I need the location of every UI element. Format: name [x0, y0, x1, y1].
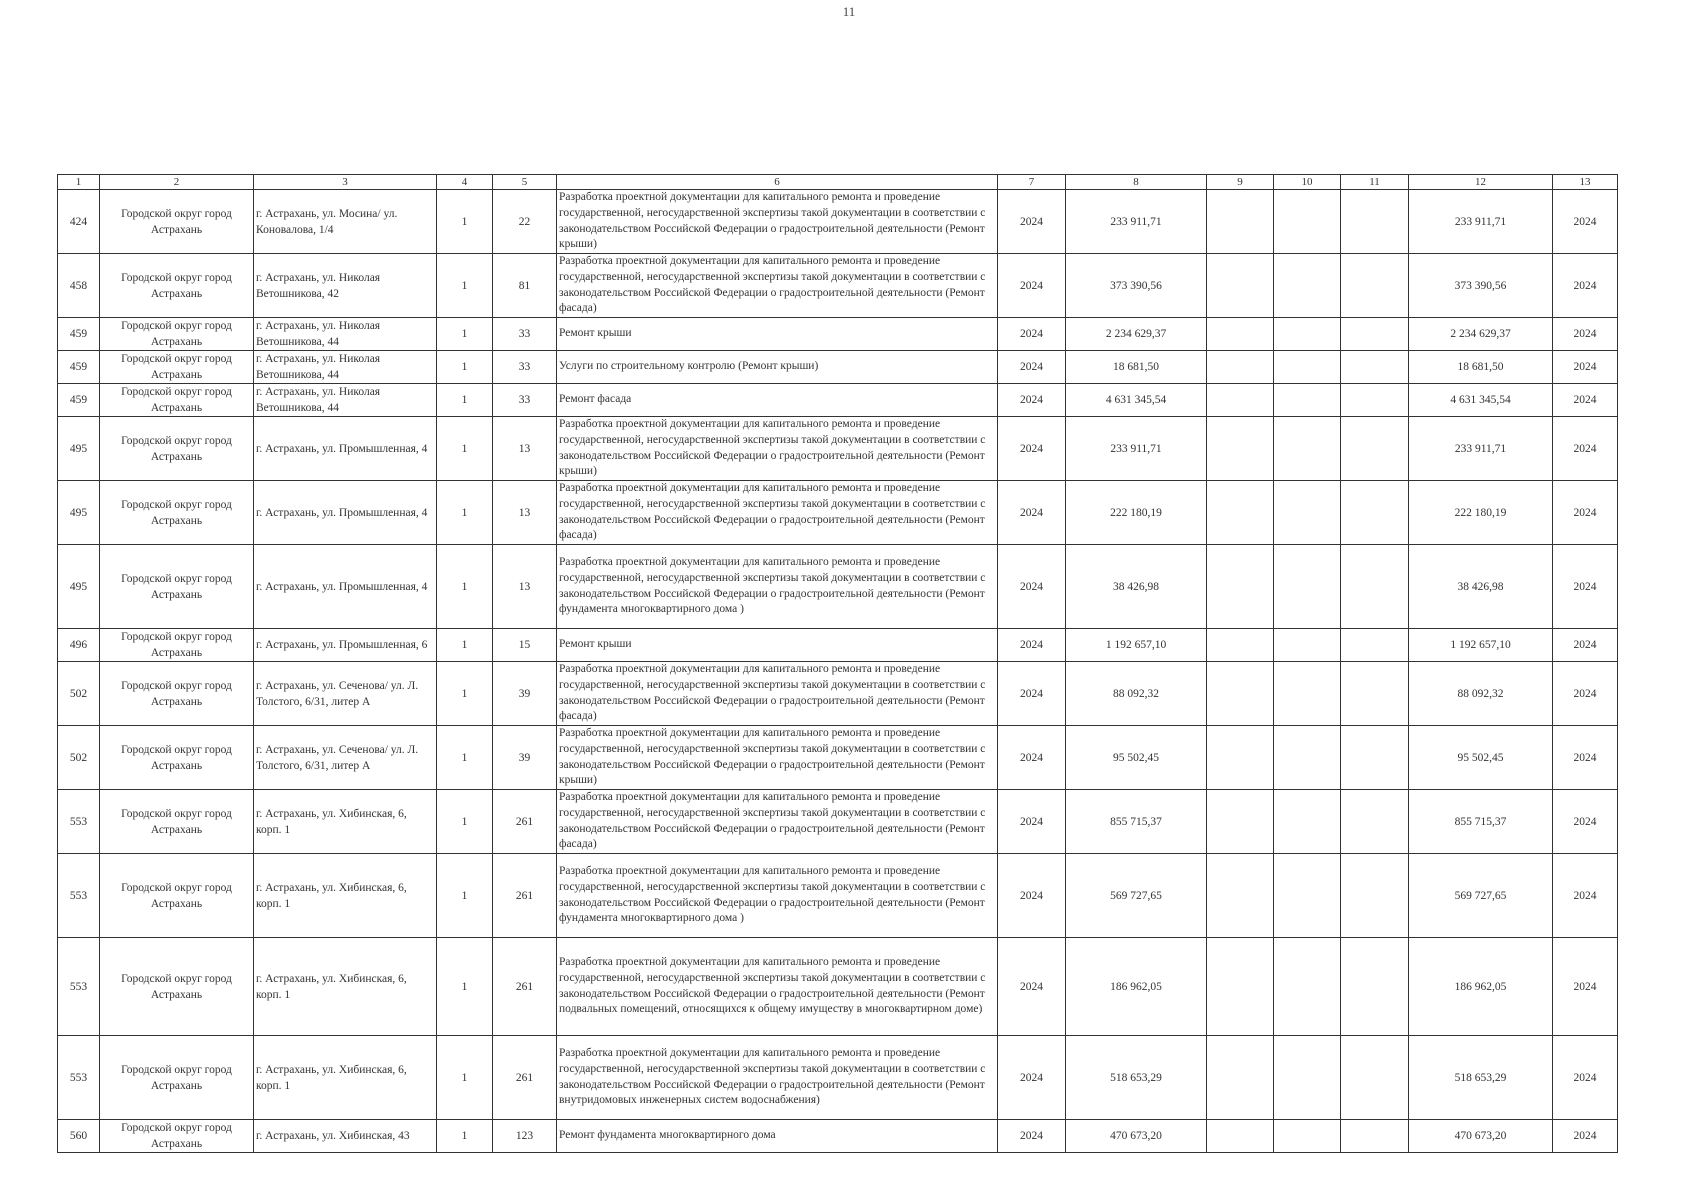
- col12-cost-cell: 88 092,32: [1409, 662, 1553, 726]
- year-cell: 2024: [998, 790, 1066, 854]
- year-cell: 2024: [998, 318, 1066, 351]
- header-row: [58, 175, 1618, 190]
- col12-cost-cell: 2 234 629,37: [1409, 318, 1553, 351]
- row-number-cell: 495: [58, 545, 100, 629]
- col4-cell: 1: [437, 854, 493, 938]
- col9-cell: [1207, 351, 1274, 384]
- address-cell: г. Астрахань, ул. Промышленная, 4: [254, 417, 437, 481]
- col10-cell: [1274, 417, 1341, 481]
- col4-cell: 1: [437, 384, 493, 417]
- address-cell: г. Астрахань, ул. Хибинская, 6, корп. 1: [254, 938, 437, 1036]
- municipality-cell: Городской округ город Астрахань: [100, 662, 254, 726]
- col11-cell: [1341, 351, 1409, 384]
- work-type-cell: Разработка проектной документации для капитального ремонта и проведение государственной, негосударственной экспертизы такой документации в соответствии с законодательством Российской Федерации о градостроительной деятельности (Ремонт фасада): [557, 254, 998, 318]
- col4-cell: 1: [437, 726, 493, 790]
- column-number-header: 11: [1341, 175, 1409, 190]
- col11-cell: [1341, 629, 1409, 662]
- col11-cell: [1341, 545, 1409, 629]
- table-row: [58, 790, 1618, 854]
- work-type-cell: Разработка проектной документации для капитального ремонта и проведение государственной, негосударственной экспертизы такой документации в соответствии с законодательством Российской Федерации о градостроительной деятельности (Ремонт фундамента многоквартирного дома ): [557, 545, 998, 629]
- col5-cell: 261: [493, 854, 557, 938]
- col9-cell: [1207, 417, 1274, 481]
- address-cell: г. Астрахань, ул. Николая Ветошникова, 44: [254, 318, 437, 351]
- total-cost-cell: 4 631 345,54: [1066, 384, 1207, 417]
- col4-cell: 1: [437, 790, 493, 854]
- col4-cell: 1: [437, 417, 493, 481]
- col13-year-cell: 2024: [1553, 481, 1618, 545]
- col4-cell: 1: [437, 481, 493, 545]
- col12-cost-cell: 1 192 657,10: [1409, 629, 1553, 662]
- total-cost-cell: 1 192 657,10: [1066, 629, 1207, 662]
- table-row: [58, 726, 1618, 790]
- table-row: [58, 938, 1618, 1036]
- address-cell: г. Астрахань, ул. Мосина/ ул. Коновалова, 1/4: [254, 190, 437, 254]
- col10-cell: [1274, 629, 1341, 662]
- col5-cell: 33: [493, 318, 557, 351]
- col9-cell: [1207, 1120, 1274, 1153]
- work-type-cell: Ремонт фасада: [557, 384, 998, 417]
- col5-cell: 39: [493, 662, 557, 726]
- col12-cost-cell: 38 426,98: [1409, 545, 1553, 629]
- row-number-cell: 502: [58, 726, 100, 790]
- col9-cell: [1207, 190, 1274, 254]
- row-number-cell: 553: [58, 938, 100, 1036]
- municipality-cell: Городской округ город Астрахань: [100, 938, 254, 1036]
- col4-cell: 1: [437, 662, 493, 726]
- table-row: [58, 190, 1618, 254]
- col11-cell: [1341, 254, 1409, 318]
- municipality-cell: Городской округ город Астрахань: [100, 384, 254, 417]
- address-cell: г. Астрахань, ул. Промышленная, 6: [254, 629, 437, 662]
- work-type-cell: Разработка проектной документации для капитального ремонта и проведение государственной, негосударственной экспертизы такой документации в соответствии с законодательством Российской Федерации о градостроительной деятельности (Ремонт фундамента многоквартирного дома ): [557, 854, 998, 938]
- column-number-header: 5: [493, 175, 557, 190]
- col11-cell: [1341, 790, 1409, 854]
- table-body: [58, 190, 1618, 1153]
- column-number-header: 1: [58, 175, 100, 190]
- col10-cell: [1274, 190, 1341, 254]
- col4-cell: 1: [437, 254, 493, 318]
- total-cost-cell: 470 673,20: [1066, 1120, 1207, 1153]
- col5-cell: 13: [493, 417, 557, 481]
- col13-year-cell: 2024: [1553, 1036, 1618, 1120]
- municipality-cell: Городской округ город Астрахань: [100, 726, 254, 790]
- col13-year-cell: 2024: [1553, 854, 1618, 938]
- col11-cell: [1341, 190, 1409, 254]
- col10-cell: [1274, 938, 1341, 1036]
- table-row: [58, 545, 1618, 629]
- row-number-cell: 458: [58, 254, 100, 318]
- municipality-cell: Городской округ город Астрахань: [100, 318, 254, 351]
- work-type-cell: Разработка проектной документации для капитального ремонта и проведение государственной, негосударственной экспертизы такой документации в соответствии с законодательством Российской Федерации о градостроительной деятельности (Ремонт фасада): [557, 790, 998, 854]
- total-cost-cell: 88 092,32: [1066, 662, 1207, 726]
- work-type-cell: Ремонт фундамента многоквартирного дома: [557, 1120, 998, 1153]
- address-cell: г. Астрахань, ул. Сеченова/ ул. Л. Толстого, 6/31, литер А: [254, 726, 437, 790]
- work-type-cell: Разработка проектной документации для капитального ремонта и проведение государственной, негосударственной экспертизы такой документации в соответствии с законодательством Российской Федерации о градостроительной деятельности (Ремонт крыши): [557, 726, 998, 790]
- total-cost-cell: 222 180,19: [1066, 481, 1207, 545]
- col5-cell: 81: [493, 254, 557, 318]
- work-type-cell: Разработка проектной документации для капитального ремонта и проведение государственной, негосударственной экспертизы такой документации в соответствии с законодательством Российской Федерации о градостроительной деятельности (Ремонт крыши): [557, 190, 998, 254]
- municipality-cell: Городской округ город Астрахань: [100, 854, 254, 938]
- col9-cell: [1207, 481, 1274, 545]
- col5-cell: 39: [493, 726, 557, 790]
- column-number-header: 7: [998, 175, 1066, 190]
- col12-cost-cell: 4 631 345,54: [1409, 384, 1553, 417]
- total-cost-cell: 186 962,05: [1066, 938, 1207, 1036]
- col12-cost-cell: 18 681,50: [1409, 351, 1553, 384]
- column-number-header: 6: [557, 175, 998, 190]
- col13-year-cell: 2024: [1553, 726, 1618, 790]
- col10-cell: [1274, 726, 1341, 790]
- row-number-cell: 459: [58, 351, 100, 384]
- col10-cell: [1274, 318, 1341, 351]
- row-number-cell: 553: [58, 854, 100, 938]
- col13-year-cell: 2024: [1553, 190, 1618, 254]
- year-cell: 2024: [998, 384, 1066, 417]
- col11-cell: [1341, 481, 1409, 545]
- total-cost-cell: 373 390,56: [1066, 254, 1207, 318]
- col10-cell: [1274, 790, 1341, 854]
- col5-cell: 15: [493, 629, 557, 662]
- col10-cell: [1274, 1120, 1341, 1153]
- column-number-header: 13: [1553, 175, 1618, 190]
- row-number-cell: 560: [58, 1120, 100, 1153]
- col9-cell: [1207, 854, 1274, 938]
- col5-cell: 13: [493, 481, 557, 545]
- col11-cell: [1341, 854, 1409, 938]
- col11-cell: [1341, 318, 1409, 351]
- table-row: [58, 384, 1618, 417]
- col12-cost-cell: 233 911,71: [1409, 190, 1553, 254]
- address-cell: г. Астрахань, ул. Хибинская, 6, корп. 1: [254, 1036, 437, 1120]
- col12-cost-cell: 569 727,65: [1409, 854, 1553, 938]
- address-cell: г. Астрахань, ул. Хибинская, 43: [254, 1120, 437, 1153]
- table-row: [58, 1120, 1618, 1153]
- year-cell: 2024: [998, 854, 1066, 938]
- row-number-cell: 495: [58, 481, 100, 545]
- col5-cell: 13: [493, 545, 557, 629]
- work-type-cell: Разработка проектной документации для капитального ремонта и проведение государственной, негосударственной экспертизы такой документации в соответствии с законодательством Российской Федерации о градостроительной деятельности (Ремонт крыши): [557, 417, 998, 481]
- col4-cell: 1: [437, 190, 493, 254]
- col4-cell: 1: [437, 318, 493, 351]
- year-cell: 2024: [998, 1120, 1066, 1153]
- col13-year-cell: 2024: [1553, 790, 1618, 854]
- col9-cell: [1207, 254, 1274, 318]
- col4-cell: 1: [437, 351, 493, 384]
- col5-cell: 261: [493, 790, 557, 854]
- col9-cell: [1207, 629, 1274, 662]
- row-number-cell: 459: [58, 318, 100, 351]
- col11-cell: [1341, 938, 1409, 1036]
- col11-cell: [1341, 1120, 1409, 1153]
- col5-cell: 33: [493, 384, 557, 417]
- col9-cell: [1207, 1036, 1274, 1120]
- year-cell: 2024: [998, 726, 1066, 790]
- col4-cell: 1: [437, 1120, 493, 1153]
- total-cost-cell: 233 911,71: [1066, 190, 1207, 254]
- col9-cell: [1207, 790, 1274, 854]
- address-cell: г. Астрахань, ул. Николая Ветошникова, 42: [254, 254, 437, 318]
- table-row: [58, 254, 1618, 318]
- table-row: [58, 481, 1618, 545]
- col5-cell: 33: [493, 351, 557, 384]
- address-cell: г. Астрахань, ул. Николая Ветошникова, 44: [254, 384, 437, 417]
- table-row: [58, 1036, 1618, 1120]
- year-cell: 2024: [998, 417, 1066, 481]
- total-cost-cell: 18 681,50: [1066, 351, 1207, 384]
- col10-cell: [1274, 254, 1341, 318]
- total-cost-cell: 855 715,37: [1066, 790, 1207, 854]
- col10-cell: [1274, 384, 1341, 417]
- col12-cost-cell: 233 911,71: [1409, 417, 1553, 481]
- work-type-cell: Разработка проектной документации для капитального ремонта и проведение государственной, негосударственной экспертизы такой документации в соответствии с законодательством Российской Федерации о градостроительной деятельности (Ремонт подвальных помещений, относящихся к общему имуществу в многоквартирном доме): [557, 938, 998, 1036]
- col10-cell: [1274, 1036, 1341, 1120]
- col11-cell: [1341, 417, 1409, 481]
- row-number-cell: 424: [58, 190, 100, 254]
- col5-cell: 261: [493, 1036, 557, 1120]
- col13-year-cell: 2024: [1553, 351, 1618, 384]
- municipality-cell: Городской округ город Астрахань: [100, 1120, 254, 1153]
- col10-cell: [1274, 545, 1341, 629]
- col5-cell: 123: [493, 1120, 557, 1153]
- col11-cell: [1341, 1036, 1409, 1120]
- municipality-cell: Городской округ город Астрахань: [100, 790, 254, 854]
- col12-cost-cell: 222 180,19: [1409, 481, 1553, 545]
- col13-year-cell: 2024: [1553, 384, 1618, 417]
- col13-year-cell: 2024: [1553, 545, 1618, 629]
- municipality-cell: Городской округ город Астрахань: [100, 1036, 254, 1120]
- column-number-header: 2: [100, 175, 254, 190]
- col9-cell: [1207, 938, 1274, 1036]
- work-type-cell: Ремонт крыши: [557, 629, 998, 662]
- column-number-header: 3: [254, 175, 437, 190]
- table-row: [58, 629, 1618, 662]
- column-number-header: 4: [437, 175, 493, 190]
- year-cell: 2024: [998, 662, 1066, 726]
- municipality-cell: Городской округ город Астрахань: [100, 254, 254, 318]
- table-row: [58, 662, 1618, 726]
- col13-year-cell: 2024: [1553, 318, 1618, 351]
- col12-cost-cell: 186 962,05: [1409, 938, 1553, 1036]
- col12-cost-cell: 95 502,45: [1409, 726, 1553, 790]
- page-number: 11: [842, 4, 856, 19]
- work-type-cell: Услуги по строительному контролю (Ремонт крыши): [557, 351, 998, 384]
- col13-year-cell: 2024: [1553, 662, 1618, 726]
- col9-cell: [1207, 726, 1274, 790]
- year-cell: 2024: [998, 481, 1066, 545]
- col4-cell: 1: [437, 938, 493, 1036]
- row-number-cell: 495: [58, 417, 100, 481]
- column-number-header: 9: [1207, 175, 1274, 190]
- address-cell: г. Астрахань, ул. Промышленная, 4: [254, 481, 437, 545]
- table-row: [58, 417, 1618, 481]
- year-cell: 2024: [998, 254, 1066, 318]
- col12-cost-cell: 518 653,29: [1409, 1036, 1553, 1120]
- col12-cost-cell: 470 673,20: [1409, 1120, 1553, 1153]
- col4-cell: 1: [437, 629, 493, 662]
- col9-cell: [1207, 384, 1274, 417]
- col11-cell: [1341, 662, 1409, 726]
- municipality-cell: Городской округ город Астрахань: [100, 481, 254, 545]
- col10-cell: [1274, 662, 1341, 726]
- total-cost-cell: 2 234 629,37: [1066, 318, 1207, 351]
- work-type-cell: Разработка проектной документации для капитального ремонта и проведение государственной, негосударственной экспертизы такой документации в соответствии с законодательством Российской Федерации о градостроительной деятельности (Ремонт фасада): [557, 662, 998, 726]
- col10-cell: [1274, 854, 1341, 938]
- row-number-cell: 553: [58, 790, 100, 854]
- col13-year-cell: 2024: [1553, 254, 1618, 318]
- address-cell: г. Астрахань, ул. Промышленная, 4: [254, 545, 437, 629]
- col10-cell: [1274, 351, 1341, 384]
- col13-year-cell: 2024: [1553, 938, 1618, 1036]
- capital-repair-table: [57, 174, 1618, 1153]
- table-row: [58, 318, 1618, 351]
- col13-year-cell: 2024: [1553, 629, 1618, 662]
- table-row: [58, 351, 1618, 384]
- column-number-header: 8: [1066, 175, 1207, 190]
- col5-cell: 22: [493, 190, 557, 254]
- total-cost-cell: 569 727,65: [1066, 854, 1207, 938]
- col9-cell: [1207, 545, 1274, 629]
- col9-cell: [1207, 318, 1274, 351]
- municipality-cell: Городской округ город Астрахань: [100, 417, 254, 481]
- address-cell: г. Астрахань, ул. Хибинская, 6, корп. 1: [254, 854, 437, 938]
- col11-cell: [1341, 384, 1409, 417]
- col13-year-cell: 2024: [1553, 1120, 1618, 1153]
- col5-cell: 261: [493, 938, 557, 1036]
- municipality-cell: Городской округ город Астрахань: [100, 190, 254, 254]
- col10-cell: [1274, 481, 1341, 545]
- year-cell: 2024: [998, 938, 1066, 1036]
- col4-cell: 1: [437, 545, 493, 629]
- col9-cell: [1207, 662, 1274, 726]
- year-cell: 2024: [998, 351, 1066, 384]
- row-number-cell: 459: [58, 384, 100, 417]
- address-cell: г. Астрахань, ул. Сеченова/ ул. Л. Толстого, 6/31, литер А: [254, 662, 437, 726]
- work-type-cell: Разработка проектной документации для капитального ремонта и проведение государственной, негосударственной экспертизы такой документации в соответствии с законодательством Российской Федерации о градостроительной деятельности (Ремонт фасада): [557, 481, 998, 545]
- table-row: [58, 854, 1618, 938]
- total-cost-cell: 233 911,71: [1066, 417, 1207, 481]
- total-cost-cell: 518 653,29: [1066, 1036, 1207, 1120]
- year-cell: 2024: [998, 545, 1066, 629]
- col13-year-cell: 2024: [1553, 417, 1618, 481]
- year-cell: 2024: [998, 190, 1066, 254]
- col12-cost-cell: 373 390,56: [1409, 254, 1553, 318]
- year-cell: 2024: [998, 1036, 1066, 1120]
- row-number-cell: 496: [58, 629, 100, 662]
- column-number-header: 10: [1274, 175, 1341, 190]
- work-type-cell: Разработка проектной документации для капитального ремонта и проведение государственной, негосударственной экспертизы такой документации в соответствии с законодательством Российской Федерации о градостроительной деятельности (Ремонт внутридомовых инженерных систем водоснабжения): [557, 1036, 998, 1120]
- col12-cost-cell: 855 715,37: [1409, 790, 1553, 854]
- row-number-cell: 553: [58, 1036, 100, 1120]
- total-cost-cell: 95 502,45: [1066, 726, 1207, 790]
- work-type-cell: Ремонт крыши: [557, 318, 998, 351]
- municipality-cell: Городской округ город Астрахань: [100, 545, 254, 629]
- municipality-cell: Городской округ город Астрахань: [100, 629, 254, 662]
- col4-cell: 1: [437, 1036, 493, 1120]
- municipality-cell: Городской округ город Астрахань: [100, 351, 254, 384]
- total-cost-cell: 38 426,98: [1066, 545, 1207, 629]
- table-header: [58, 175, 1618, 190]
- column-number-header: 12: [1409, 175, 1553, 190]
- year-cell: 2024: [998, 629, 1066, 662]
- row-number-cell: 502: [58, 662, 100, 726]
- col11-cell: [1341, 726, 1409, 790]
- address-cell: г. Астрахань, ул. Николая Ветошникова, 44: [254, 351, 437, 384]
- address-cell: г. Астрахань, ул. Хибинская, 6, корп. 1: [254, 790, 437, 854]
